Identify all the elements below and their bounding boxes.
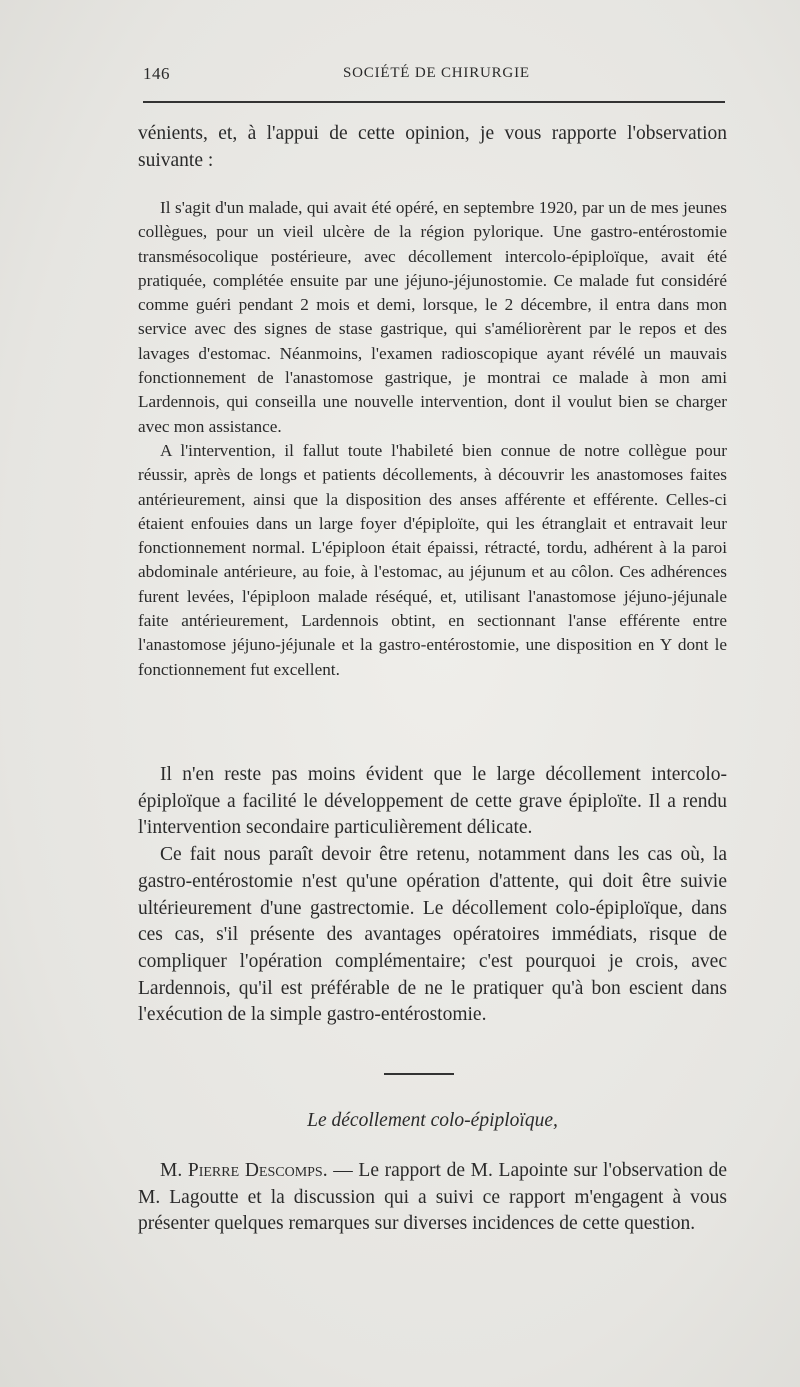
running-head: SOCIÉTÉ DE CHIRURGIE <box>343 65 530 81</box>
section-divider <box>384 1073 454 1075</box>
section-title: Le décollement colo-épiploïque, <box>307 1110 558 1131</box>
discussion-paragraph-2: Ce fait nous paraît devoir être retenu, notamment dans les cas où, la gastro-entérostomie n'est qu'une opération d'attente, qui doit être suivie ultérieurement d'une gastrectomie. Le décollement colo-épiploïque, dans ces cas, s'il présente des avantages opératoires immédiats, risque de compliquer l'opération complémentaire; c'est pourquoi je crois, avec Lardennois, qu'il est préférable de ne le pratiquer qu'à bon escient dans l'exécution de la simple gastro-entérostomie. <box>138 844 727 1026</box>
header-rule <box>143 101 725 103</box>
opening-text: vénients, et, à l'appui de cette opinion, je vous rapporte l'observation suivante : <box>138 123 727 171</box>
final-text: — Le rapport de M. Lapointe sur l'observation de M. Lagoutte et la discussion qui a suivi ce rapport m'engagent à vous présenter quelques remarques sur diverses incidences de cette question. <box>138 1160 727 1235</box>
discussion-block <box>138 762 727 1029</box>
observation-block <box>138 196 727 682</box>
observation-paragraph-1: Il s'agit d'un malade, qui avait été opéré, en septembre 1920, par un de mes jeunes collègues, pour un vieil ulcère de la région pylorique. Une gastro-entérostomie transmésocolique postérieure, avec décollement intercolo-épiploïque, avait été pratiquée, complétée ensuite par une jéjuno-jéjunostomie. Ce malade fut considéré comme guéri pendant 2 mois et demi, lorsque, le 2 décembre, il entra dans mon service avec des signes de stase gastrique, qui s'améliorèrent par le repos et des lavages d'estomac. Néanmoins, l'examen radioscopique ayant révélé un mauvais fonctionnement de l'anastomose gastrique, je montrai ce malade à mon ami Lardennois, qui conseilla une nouvelle intervention, dont il voulut bien se charger avec mon assistance. <box>138 198 727 436</box>
observation-paragraph-2: A l'intervention, il fallut toute l'habileté bien connue de notre collègue pour réussir, après de longs et patients décollements, à découvrir les anastomoses faites antérieurement, ainsi que la disposition des anses afférente et efférente. Celles-ci étaient enfouies dans un large foyer d'épiploïte, qui les étranglait et entravait leur fonctionnement normal. L'épiploon était épaissi, rétracté, tordu, adhérent à la paroi abdominale antérieure, au foie, à l'estomac, au jéjunum et au côlon. Ces adhérences furent levées, l'épiploon malade réséqué, et, utilisant l'anastomose jéjuno-jéjunale faite antérieurement, Lardennois obtint, en sectionnant l'anse efférente entre l'anastomose jéjuno-jéjunale et la gastro-entérostomie, une disposition en Y dont le fonctionnement fut excellent. <box>138 440 727 679</box>
final-paragraph <box>138 1158 727 1238</box>
final-paragraph-block <box>138 1158 727 1238</box>
speaker-name: M. Pierre Descomps. <box>160 1160 328 1181</box>
opening-paragraph <box>138 120 727 174</box>
page-number: 146 <box>143 64 170 83</box>
discussion-paragraph-1: Il n'en reste pas moins évident que le large décollement intercolo-épiploïque a facilité le développement de cette grave épiploïte. Il a rendu l'intervention secondaire particulièrement délicate. <box>138 764 727 839</box>
page-header <box>143 64 727 86</box>
